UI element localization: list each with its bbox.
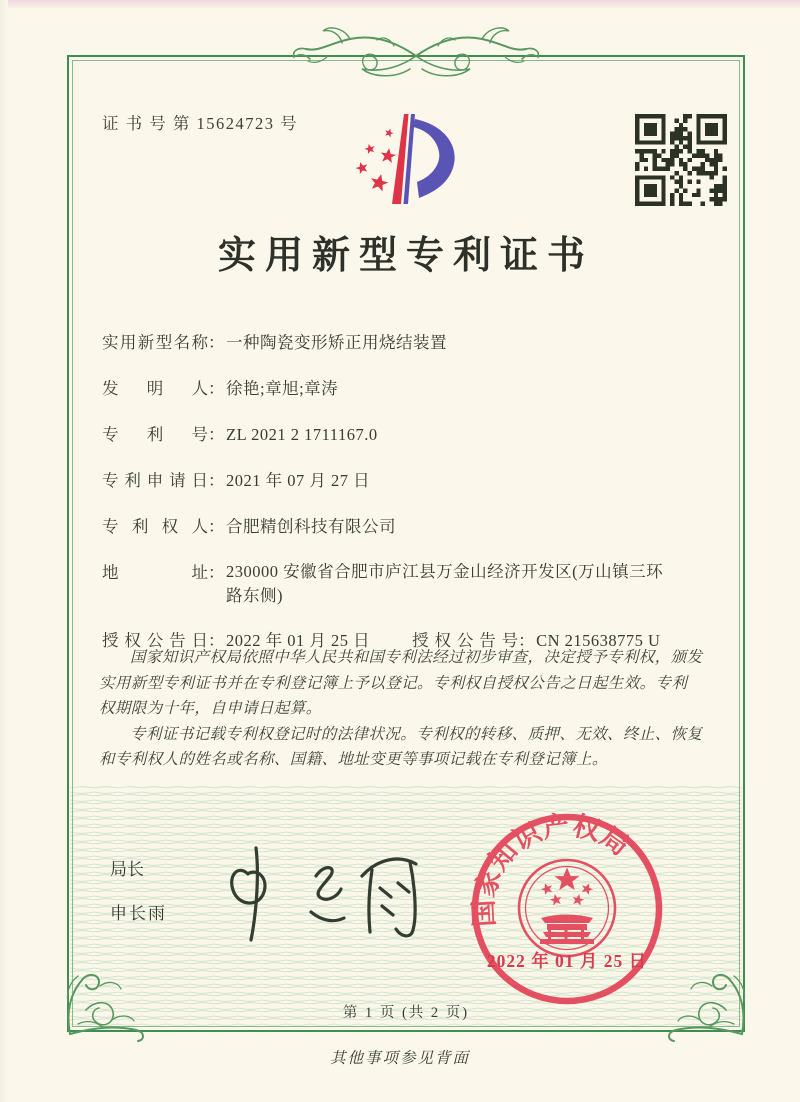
field-colon: ：	[208, 425, 225, 444]
field-value: 一种陶瓷变形矫正用烧结装置	[226, 333, 447, 352]
field-label: 地址	[102, 563, 208, 582]
director-title: 局长	[110, 860, 144, 879]
field-value: ZL 2021 2 1711167.0	[226, 425, 378, 444]
scan-edge-left	[0, 0, 8, 1102]
page-number: 第 1 页 (共 2 页)	[342, 1005, 470, 1021]
svg-text:国家知识产权局	[468, 810, 634, 928]
field-value: 2022 年 01 月 25 日	[226, 631, 371, 650]
field-colon: ：	[208, 379, 225, 398]
field-address	[102, 560, 708, 608]
seal-agency-text: 国家知识产权局	[468, 810, 635, 928]
cnipa-logo-icon	[334, 110, 474, 222]
field-colon: ：	[208, 517, 225, 536]
director-block	[110, 855, 167, 924]
field-inventors	[102, 376, 708, 402]
field-colon: ：	[208, 631, 225, 650]
field-patentee	[102, 514, 708, 540]
field-label: 专利权人	[102, 517, 208, 536]
certificate-title: 实用新型专利证书	[217, 235, 594, 277]
field-label: 授权公告号	[412, 631, 519, 650]
field-patent-number	[102, 422, 708, 448]
field-colon: ：	[208, 471, 225, 490]
field-label: 专利号	[102, 425, 208, 444]
legal-text	[99, 645, 703, 773]
director-name: 申长雨	[110, 904, 167, 923]
field-colon: ：	[208, 333, 225, 352]
back-side-note: 其他事项参见背面	[329, 1050, 470, 1067]
field-filing-date	[102, 468, 708, 494]
field-value: 徐艳;章旭;章涛	[226, 379, 339, 398]
director-signature-icon	[212, 840, 437, 950]
qr-code-icon	[635, 114, 727, 206]
field-value: 230000 安徽省合肥市庐江县万金山经济开发区(万山镇三环路东侧)	[226, 562, 664, 605]
cnipa-seal-icon	[468, 810, 666, 1008]
legal-paragraph-1: 国家知识产权局依照中华人民共和国专利法经过初步审查，决定授予专利权，颁发实用新型专利证书并在专利登记簿上予以登记。专利权自授权公告之日起生效。专利权期限为十年，自申请日起算。	[99, 649, 703, 717]
legal-paragraph-2: 专利证书记载专利权登记时的法律状况。专利权的转移、质押、无效、终止、恢复和专利权人的姓名或名称、国籍、地址变更等事项记载在专利登记簿上。	[99, 725, 703, 768]
certificate-number: 证 书 号 第 15624723 号	[102, 114, 299, 133]
field-colon: ：	[208, 563, 225, 582]
certificate-fields	[102, 330, 708, 674]
field-utility-model-name	[102, 330, 708, 356]
field-label: 发明人	[102, 379, 208, 398]
field-label: 实用新型名称	[102, 333, 208, 352]
field-value: 合肥精创科技有限公司	[226, 517, 396, 536]
scan-edge-top	[0, 0, 800, 9]
field-label: 授权公告日	[102, 631, 208, 650]
field-value: CN 215638775 U	[536, 631, 661, 650]
field-label: 专利申请日	[102, 471, 208, 490]
seal-date: 2022 年 01 月 25 日	[486, 951, 648, 971]
field-value: 2021 年 07 月 27 日	[226, 471, 371, 490]
field-colon: ：	[518, 631, 535, 650]
